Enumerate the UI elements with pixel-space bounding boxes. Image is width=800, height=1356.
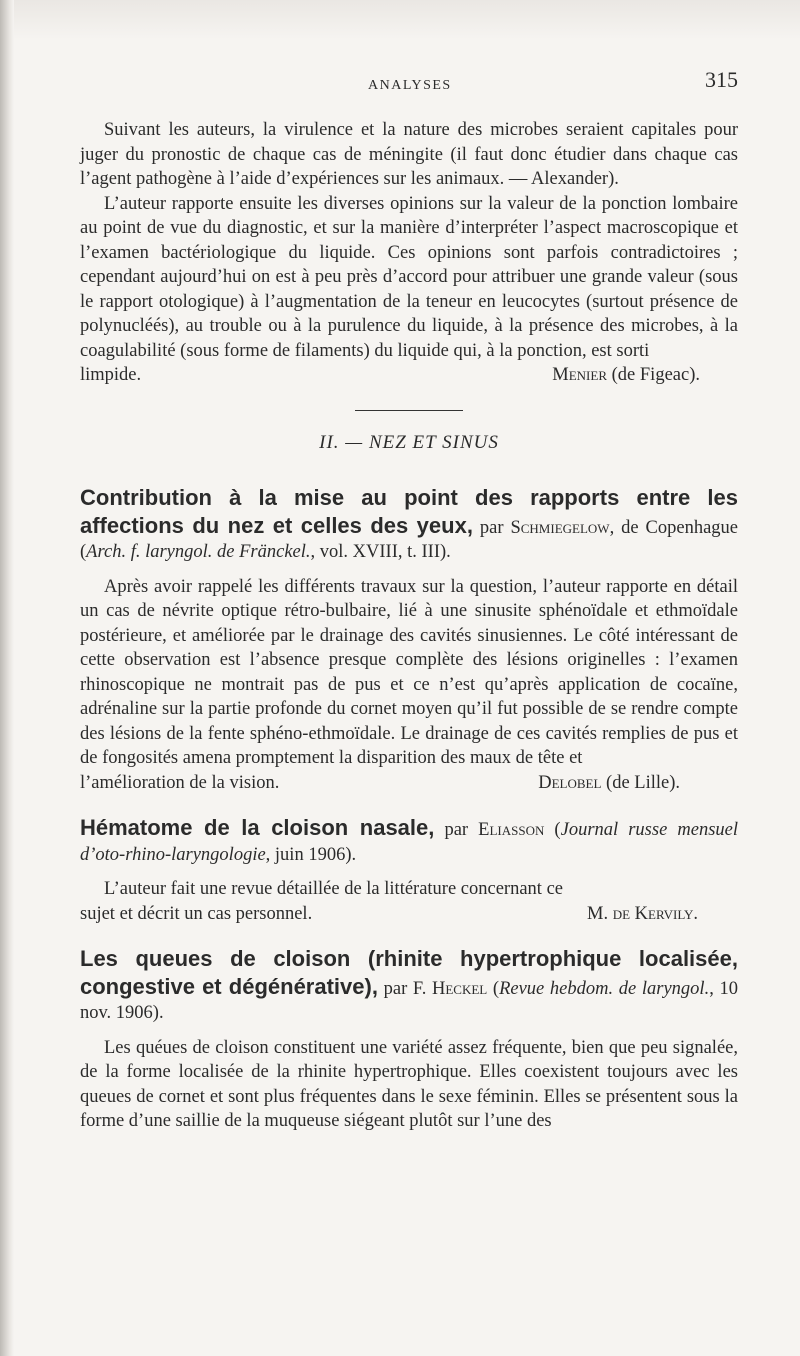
signature-line [80,902,738,927]
article-author-place: , de Copenhague ( [80,517,739,562]
article-title: Les queues de cloison (rhinite hypertrophique localisée, congestive et dégénérative), [80,946,738,999]
signature-place: (de Figeac). [607,365,700,385]
last-line: limpide. [80,365,142,385]
signature-line [80,771,738,796]
page [80,68,738,1134]
article-by: par F. [377,978,432,999]
last-line: l’amélioration de la vision. [80,772,280,793]
scan-shadow-edge [0,0,14,1356]
signature-name: Delobel [538,772,602,793]
page-header [80,68,738,96]
signature [552,363,700,388]
section-title: II. — NEZ ET SINUS [319,431,499,453]
paragraph: L’auteur rapporte ensuite les diverses opinions sur la valeur de la ponction lombaire au point de vue du diagnostic, et sur la manière d’interpréter l’aspect macroscopique et l’examen bactériologique du liquide. Ces opinions sont parfois contradictoires ; cependant aujourd’hui on est à peu près d’accord pour attribuer une grande valeur (sous le rapport otologique) à l’augmentation de la teneur en leucocytes (surtout présence de polynucléés), au trouble ou à la purulence du liquide, à la présence des microbes, à la coagulabilité (sous forme de filaments) du liquide qui, à la ponction, est sorti [80,193,738,361]
article-body: Les quéues de cloison constituent une variété assez fréquente, bien que peu signalée, de la forme localisée de la rhinite hypertrophique. Elles coexistent toujours avec les queues de cornet et sont plus fréquentes dans le sexe féminin. Elles se présentent sous la forme d’une saillie de la muqueuse siégeant plutôt sur l’une des [80,1037,738,1131]
spacer [80,795,738,811]
article-body: L’auteur fait une revue détaillée de la littérature concernant ce [104,879,563,899]
article-heading [80,815,738,867]
article-citation: , 10 nov. 1906). [80,978,738,1023]
article-author: Schmiegelow [510,517,610,538]
scan-shadow-top [0,0,800,40]
article-title: Contribution à la mise au point des rapports entre les affections du nez et celles des yeux, [80,485,738,538]
article-author: Heckel [431,978,488,999]
article-body: Après avoir rappelé les différents travaux sur la question, l’auteur rapporte en détail un cas de névrite optique rétro-bulbaire, lié à une sinusite sphénoïdale et ethmoïdale postérieure, et améliorée par le drainage des cavités sinusiennes. Le côté intéressant de cette observation est l’absence presque complète des lésions originelles : l’examen rhinoscopique ne montrait pas de pus et ce n’est qu’après application de cocaïne, adrénaline sur la partie profonde du cornet moyen qu’il fut possible de se rendre compte des lésions de la fente sphéno-ethmoïdale. Le drainage de ces cavités remplies de pus et de fongosités amena promptement la disparition des maux de tête et [80,576,738,768]
article-journal: Revue hebdom. de laryngol. [499,978,710,999]
running-head: ANALYSES [368,78,452,93]
article-citation: , juin 1906). [265,844,357,865]
article-journal: Journal russe mensuel d’oto-rhino-laryngologie [80,820,738,865]
article-author: Eliasson [478,820,545,840]
last-line: sujet et décrit un cas personnel. [80,903,313,924]
signature-place: (de Lille). [601,772,680,793]
article-by: par [434,820,479,840]
section-divider [355,410,463,411]
article-citation: , vol. XVIII, t. III). [310,542,451,562]
article-by: par [472,517,511,538]
article-heading [80,946,738,1026]
signature [538,771,680,796]
paragraph: Suivant les auteurs, la virulence et la nature des microbes seraient capitales pour juger du pronostic de chaque cas de méningite (il faut donc étudier dans chaque cas l’agent pathogène à l’aide d’expériences sur les animaux. — Alexander). [80,120,738,189]
article-open: ( [487,978,500,999]
spacer [80,926,738,942]
signature-line [80,363,738,388]
article-open: ( [544,820,561,840]
page-number: 315 [705,67,738,92]
article-journal: Arch. f. laryngol. de Fränckel. [86,542,311,562]
article-heading [80,485,738,565]
signature-name: M. de Kervily. [587,903,698,924]
signature-name: Menier [552,365,608,385]
article-title: Hématome de la cloison nasale, [80,815,435,840]
